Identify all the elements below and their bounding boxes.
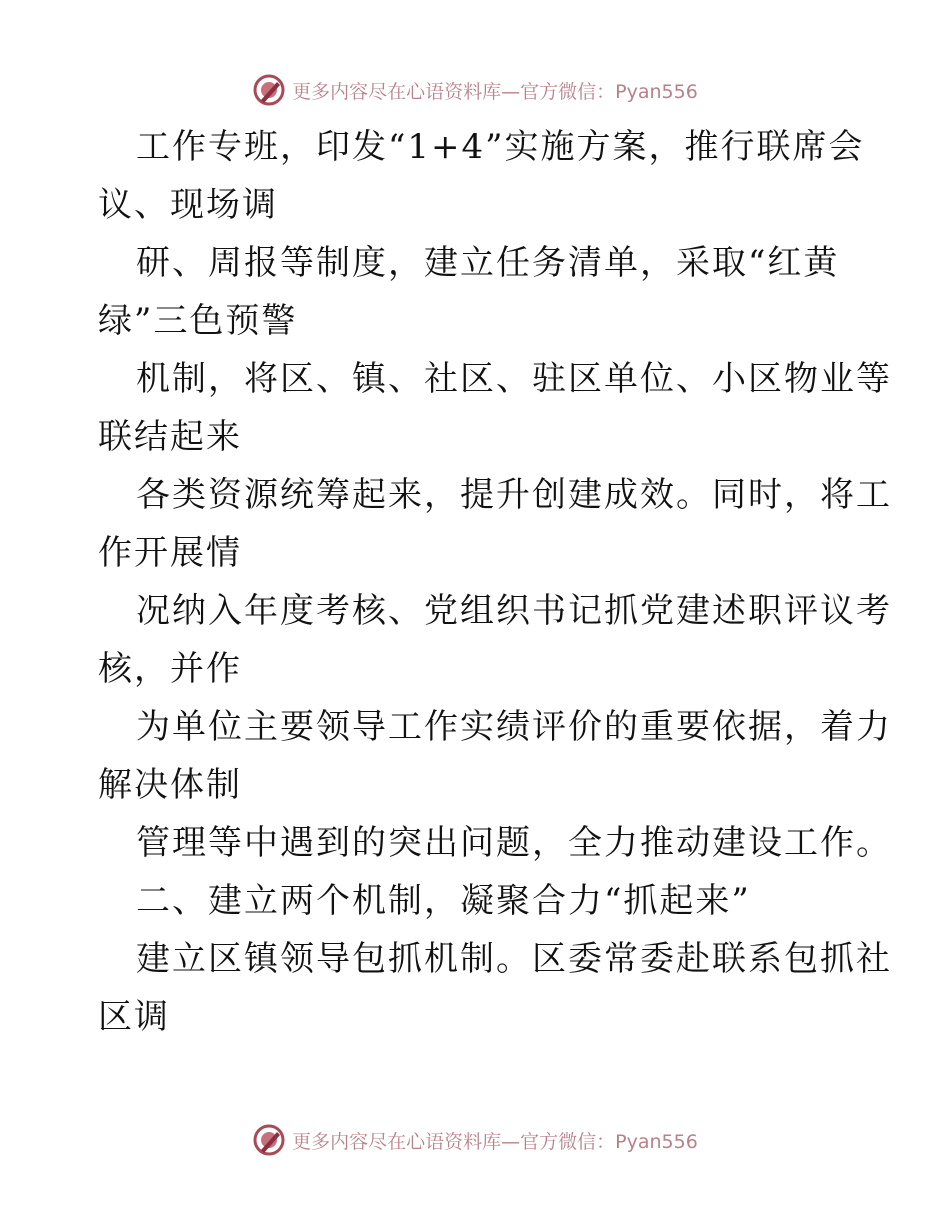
text-line: 二、建立两个机制，凝聚合力“抓起来” <box>136 881 751 921</box>
text-line: 工作专班，印发“1+4”实施方案，推行联席会 <box>136 127 865 167</box>
text-line: 为单位主要领导工作实绩评价的重要依据，着力 <box>136 707 892 747</box>
text-line: 联结起来 <box>98 417 242 457</box>
watermark-text: 更多内容尽在心语资料库—官方微信：Pyan556 <box>292 80 698 103</box>
pen-seal-icon <box>252 1123 286 1157</box>
text-line: 况纳入年度考核、党组织书记抓党建述职评议考 <box>136 591 892 631</box>
text-line: 绿”三色预警 <box>98 301 298 341</box>
text-line: 研、周报等制度，建立任务清单，采取“红黄 <box>136 243 840 283</box>
text-line: 议、现场调 <box>98 185 278 225</box>
text-line: 核，并作 <box>98 649 242 689</box>
header-watermark <box>0 70 950 110</box>
footer-watermark <box>0 1120 950 1160</box>
text-line: 管理等中遇到的突出问题，全力推动建设工作。 <box>136 823 892 863</box>
watermark-text: 更多内容尽在心语资料库—官方微信：Pyan556 <box>292 1130 698 1153</box>
text-line: 建立区镇领导包抓机制。区委常委赴联系包抓社 <box>136 939 892 979</box>
text-line: 区调 <box>98 997 170 1037</box>
pen-seal-icon <box>252 73 286 107</box>
text-line: 作开展情 <box>98 533 242 573</box>
text-line: 解决体制 <box>98 765 242 805</box>
text-line: 各类资源统筹起来，提升创建成效。同时，将工 <box>136 475 892 515</box>
text-line: 机制，将区、镇、社区、驻区单位、小区物业等 <box>136 359 892 399</box>
document-body <box>98 118 892 1046</box>
